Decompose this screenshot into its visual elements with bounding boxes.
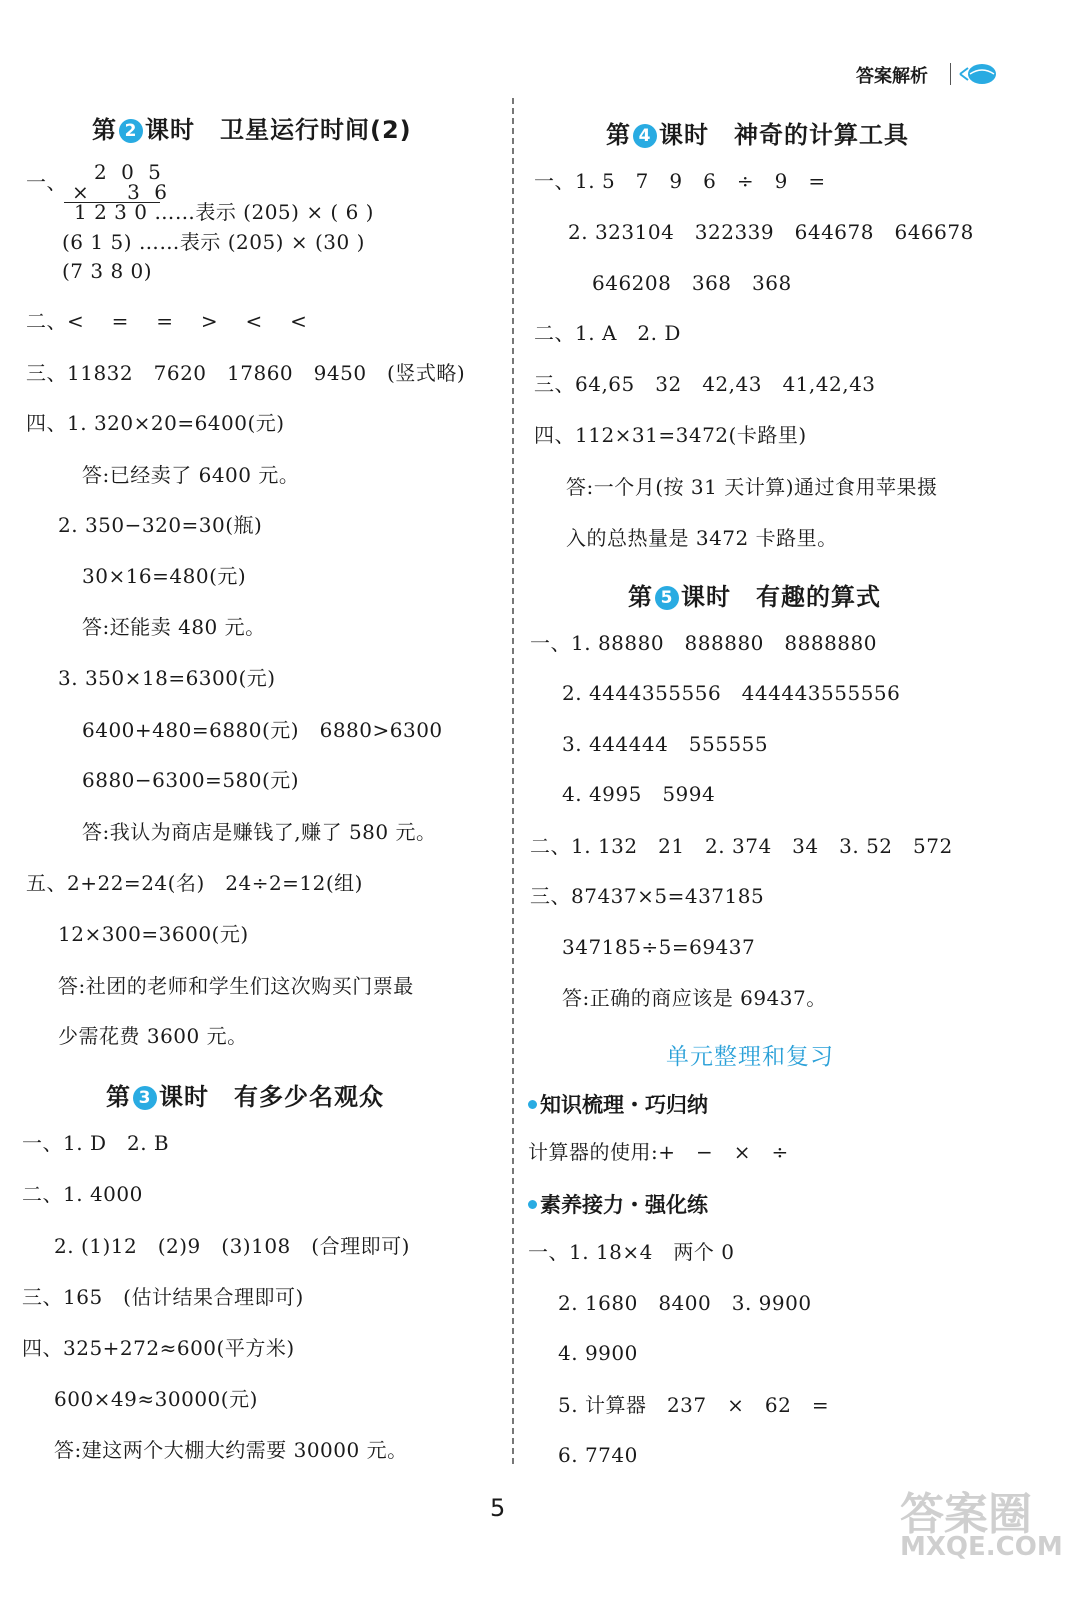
- answer-line: 4. 4995 5994: [562, 782, 716, 806]
- answer-line: 2. 1680 8400 3. 9900: [558, 1291, 812, 1315]
- answer-line: 4. 9900: [558, 1341, 638, 1365]
- section-title-lesson-3: 第 3 课时 有多少名观众: [106, 1083, 384, 1111]
- q1-label: 一、: [26, 170, 67, 194]
- section-title-lesson-5: 第 5 课时 有趣的算式: [628, 583, 881, 611]
- answer-line: 646208 368 368: [592, 271, 792, 295]
- answer-line: 答:正确的商应该是 69437。: [562, 986, 827, 1010]
- answer-line: 二、1. 4000: [22, 1182, 143, 1206]
- header-logo-icon: [958, 60, 998, 92]
- answer-line: 6880−6300=580(元): [82, 768, 300, 792]
- answer-line: 四、1. 320×20=6400(元): [26, 411, 285, 435]
- lesson-number-badge: 5: [655, 586, 679, 610]
- vertical-mul-line-4: (6 1 5) ……表示 (205) × (30 ): [62, 230, 365, 254]
- vertical-mul-line-1: 2 0 5: [94, 160, 165, 184]
- answer-line: 三、165 (估计结果合理即可): [22, 1285, 304, 1309]
- answer-line: 5. 计算器 237 × 62 =: [558, 1393, 830, 1417]
- vertical-mul-line-5: (7 3 8 0): [62, 259, 153, 283]
- answer-line: 一、1. D 2. B: [22, 1131, 170, 1155]
- answer-line: 五、2+22=24(名) 24÷2=12(组): [26, 871, 363, 895]
- answer-line: 三、11832 7620 17860 9450 (竖式略): [26, 361, 466, 385]
- answer-line: 入的总热量是 3472 卡路里。: [566, 526, 838, 550]
- section-title-lesson-4: 第 4 课时 神奇的计算工具: [606, 121, 909, 149]
- bullet-dot-icon: [528, 1100, 537, 1109]
- answer-line: 2. 350−320=30(瓶): [58, 513, 263, 537]
- answer-line: 二、1. 132 21 2. 374 34 3. 52 572: [530, 834, 953, 858]
- bullet-dot-icon: [528, 1200, 537, 1209]
- answer-line: 答:一个月(按 31 天计算)通过食用苹果摄: [566, 475, 938, 499]
- answer-line: 347185÷5=69437: [562, 935, 756, 959]
- answer-line: 一、1. 88880 888880 8888880: [530, 631, 877, 655]
- answer-line: 一、1. 18×4 两个 0: [528, 1240, 735, 1264]
- answer-line: 答:已经卖了 6400 元。: [82, 463, 300, 487]
- subsection-practice: 素养接力・强化练: [528, 1189, 708, 1219]
- answer-line: 2. 323104 322339 644678 646678: [568, 220, 974, 244]
- unit-review-title: 单元整理和复习: [666, 1044, 834, 1070]
- answer-line: 30×16=480(元): [82, 564, 247, 588]
- answer-line: 答:建这两个大棚大约需要 30000 元。: [54, 1438, 408, 1462]
- answer-line: 少需花费 3600 元。: [58, 1024, 248, 1048]
- answer-line: 答:社团的老师和学生们这次购买门票最: [58, 974, 414, 998]
- answer-line: 二、< = = > < <: [26, 309, 308, 333]
- answer-line: 三、64,65 32 42,43 41,42,43: [534, 372, 876, 396]
- answer-line: 四、325+272≈600(平方米): [22, 1336, 295, 1360]
- watermark-url: MXQE.COM: [900, 1532, 1063, 1562]
- answer-line: 计算器的使用:+ − × ÷: [528, 1140, 789, 1164]
- watermark-logo: 答案圈: [900, 1489, 1032, 1540]
- vertical-mul-line-2: × 3 6: [72, 180, 171, 204]
- subsection-knowledge: 知识梳理・巧归纳: [528, 1089, 708, 1119]
- lesson-number-badge: 2: [119, 119, 143, 143]
- header-divider: [950, 63, 951, 85]
- answer-line: 6. 7740: [558, 1443, 638, 1467]
- answer-line: 答:我认为商店是赚钱了,赚了 580 元。: [82, 820, 437, 844]
- answer-line: 三、87437×5=437185: [530, 884, 765, 908]
- answer-line: 2. 4444355556 444443555556: [562, 681, 901, 705]
- answer-line: 12×300=3600(元): [58, 922, 249, 946]
- answer-line: 答:还能卖 480 元。: [82, 615, 266, 639]
- answer-line: 6400+480=6880(元) 6880>6300: [82, 718, 443, 742]
- vertical-mul-line-3: 1 2 3 0 ……表示 (205) × ( 6 ): [74, 200, 374, 224]
- answer-line: 二、1. A 2. D: [534, 321, 681, 345]
- page-number: 5: [490, 1494, 506, 1522]
- lesson-number-badge: 4: [633, 124, 657, 148]
- column-divider: [512, 98, 514, 1464]
- header-label: 答案解析: [856, 66, 928, 87]
- answer-line: 3. 444444 555555: [562, 732, 769, 756]
- answer-line: 四、112×31=3472(卡路里): [534, 423, 807, 447]
- section-title-lesson-2: 第 2 课时 卫星运行时间(2): [92, 116, 412, 144]
- answer-line: 一、1. 5 7 9 6 ÷ 9 =: [534, 169, 826, 193]
- answer-line: 600×49≈30000(元): [54, 1387, 258, 1411]
- lesson-number-badge: 3: [133, 1086, 157, 1110]
- answer-line: 3. 350×18=6300(元): [58, 666, 276, 690]
- answer-line: 2. (1)12 (2)9 (3)108 (合理即可): [54, 1234, 410, 1258]
